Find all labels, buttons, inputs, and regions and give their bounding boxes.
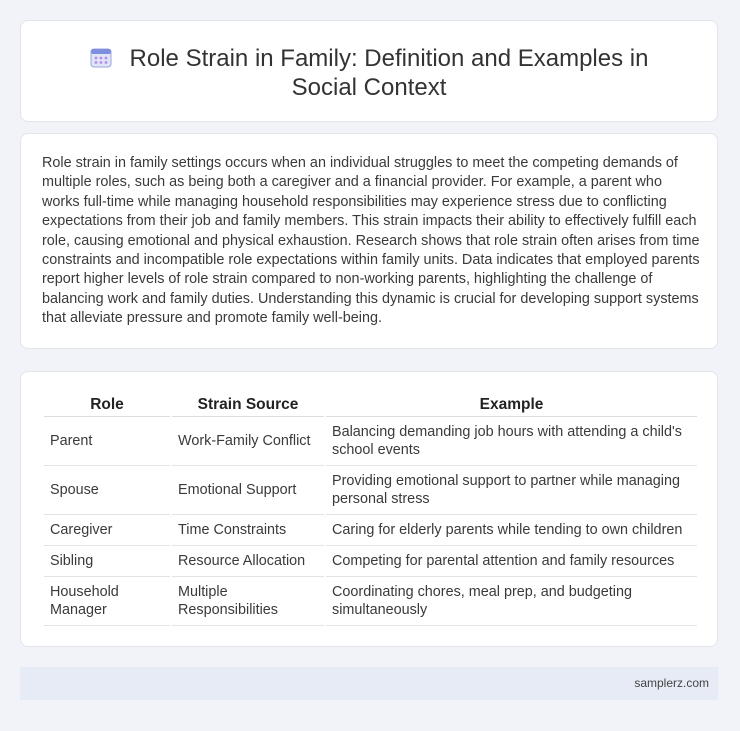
cell-example: Competing for parental attention and family resources [326, 546, 697, 577]
cell-strain-source: Work-Family Conflict [172, 417, 324, 466]
footer-site-link[interactable]: samplerz.com [634, 676, 709, 690]
table-row [44, 577, 697, 626]
cell-example: Coordinating chores, meal prep, and budgeting simultaneously [326, 577, 697, 626]
cell-strain-source: Time Constraints [172, 515, 324, 546]
cell-strain-source: Emotional Support [172, 466, 324, 515]
cell-role: Parent [44, 417, 170, 466]
table-header-row [44, 392, 697, 417]
intro-paragraph: Role strain in family settings occurs when an individual struggles to meet the competing demands of multiple roles, such as being both a caregiver and a financial provider. For example, a parent who works full-time while managing household responsibilities may experience stress due to conflicting expectations from their job and family members. This strain impacts their ability to effectively fulfill each role, causing emotional and physical exhaustion. Research shows that role strain often arises from time constraints and incompatible role expectations within family units. Data indicates that employed parents report higher levels of role strain compared to non-working parents, highlighting the challenge of balancing work and family duties. Understanding this dynamic is crucial for developing support systems that alleviate pressure and promote family well-being. [42, 155, 700, 327]
table-row [44, 515, 697, 546]
cell-role: Household Manager [44, 577, 170, 626]
cell-role: Caregiver [44, 515, 170, 546]
calendar-icon [90, 46, 112, 68]
table-row [44, 417, 697, 466]
cell-strain-source: Resource Allocation [172, 546, 324, 577]
footer [20, 667, 718, 700]
header-card [20, 20, 718, 122]
table-row [44, 466, 697, 515]
role-strain-table [42, 392, 699, 626]
header-role: Role [44, 392, 170, 417]
page-title: Role Strain in Family: Definition and Examples in Social Context [129, 45, 649, 101]
cell-example: Providing emotional support to partner while managing personal stress [326, 466, 697, 515]
cell-role: Sibling [44, 546, 170, 577]
cell-example: Caring for elderly parents while tending to own children [326, 515, 697, 546]
intro-card [20, 133, 718, 349]
header-example: Example [326, 392, 697, 417]
cell-example: Balancing demanding job hours with attending a child's school events [326, 417, 697, 466]
cell-strain-source: Multiple Responsibilities [172, 577, 324, 626]
table-row [44, 546, 697, 577]
page-title-wrap [21, 44, 717, 102]
header-strain-source: Strain Source [172, 392, 324, 417]
cell-role: Spouse [44, 466, 170, 515]
table-card [20, 371, 718, 647]
